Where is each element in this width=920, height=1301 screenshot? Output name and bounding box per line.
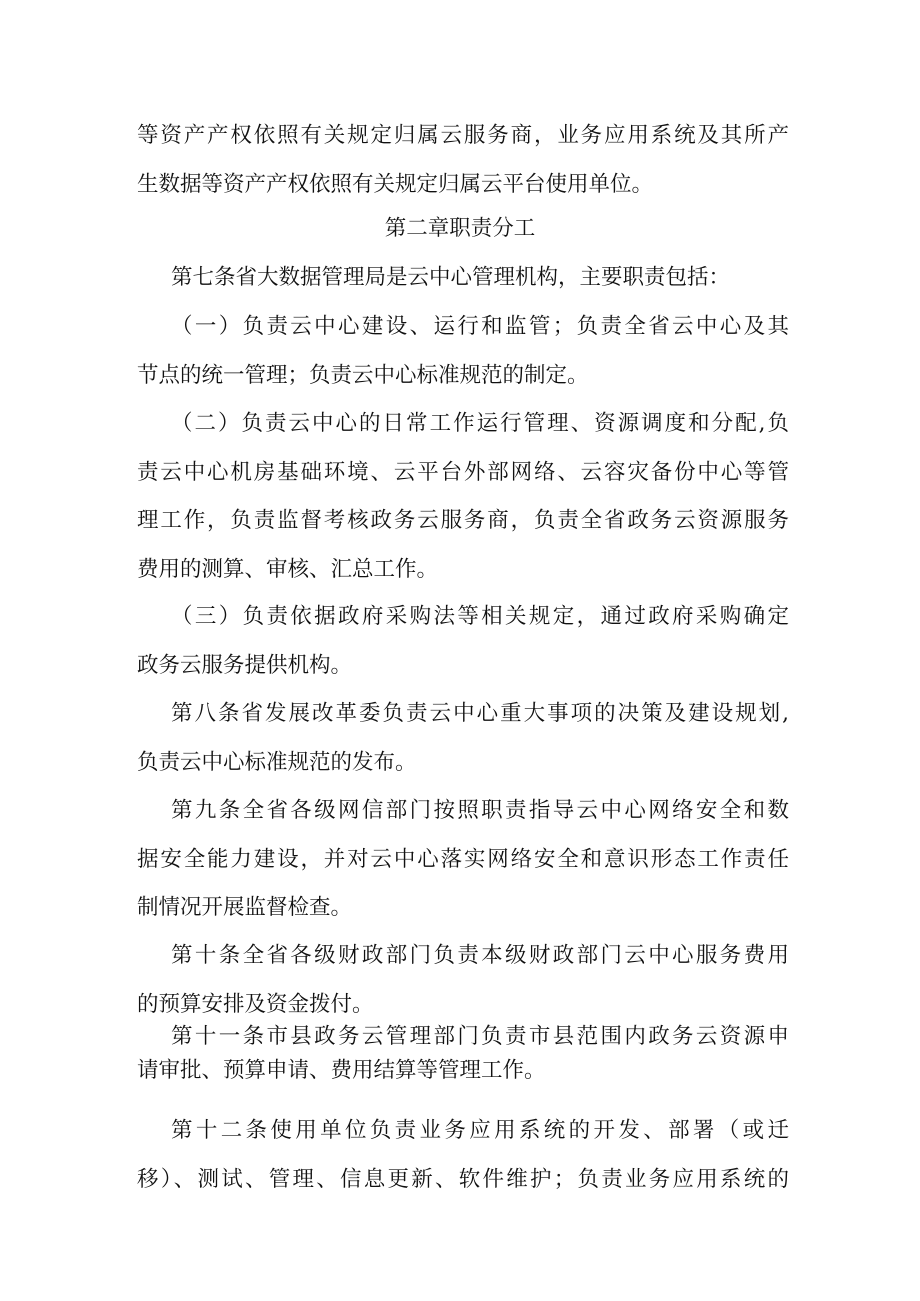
article-7-item-3 [137, 593, 789, 690]
text-line: 制情况开展监督检查。 [137, 895, 353, 920]
text-line: 第十一条市县政务云管理部门负责市县范围内政务云资源申 [171, 1024, 789, 1049]
text-line: 责云中心机房基础环境、云平台外部网络、云容灾备份中心等管 [137, 459, 789, 485]
article-7-item-1 [137, 303, 789, 400]
text-line: 请审批、预算申请、费用结算等管理工作。 [137, 1058, 546, 1083]
article-8 [137, 690, 789, 787]
text-line: 理工作，负责监督考核政务云服务商，负责全省政务云资源服务 [137, 508, 789, 533]
text-line: 政务云服务提供机构。 [137, 652, 353, 678]
text-line: 第七条省大数据管理局是云中心管理机构，主要职责包括： [171, 265, 731, 290]
text-line: 节点的统一管理；负责云中心标准规范的制定。 [137, 362, 589, 388]
article-7-item-2 [137, 400, 789, 594]
text-line: 生数据等资产产权依照有关规定归属云平台使用单位。 [137, 171, 654, 197]
paragraph-intro [137, 112, 789, 209]
article-12 [137, 1107, 789, 1204]
article-11 [137, 1020, 789, 1088]
article-10 [137, 932, 789, 1029]
chapter-heading: 第二章职责分工 [384, 216, 536, 241]
text-line: 第十二条使用单位负责业务应用系统的开发、部署（或迁 [171, 1118, 789, 1143]
text-line: 第十条全省各级财政部门负责本级财政部门云中心服务费用 [171, 943, 789, 968]
article-9 [137, 787, 789, 933]
article-7 [137, 254, 789, 303]
text-line: 据安全能力建设，并对云中心落实网络安全和意识形态工作责任 [137, 846, 789, 872]
text-line: 的预算安排及资金拨付。 [137, 991, 374, 1017]
text-line: （一）负责云中心建设、运行和监管；负责全省云中心及其 [171, 314, 789, 339]
text-line: （二）负责云中心的日常工作运行管理、资源调度和分配,负 [171, 411, 789, 436]
text-line: 第八条省发展改革委负责云中心重大事项的决策及建设规划, [171, 701, 789, 726]
text-line: 移）、测试、管理、信息更新、软件维护；负责业务应用系统的 [137, 1166, 789, 1192]
text-line: （三）负责依据政府采购法等相关规定，通过政府采购确定 [171, 604, 789, 629]
text-line: 费用的测算、审核、汇总工作。 [137, 556, 439, 582]
text-line: 等资产产权依照有关规定归属云服务商，业务应用系统及其所产 [137, 123, 789, 148]
text-line: 第九条全省各级网信部门按照职责指导云中心网络安全和数 [171, 798, 789, 823]
text-line: 负责云中心标准规范的发布。 [137, 749, 417, 775]
